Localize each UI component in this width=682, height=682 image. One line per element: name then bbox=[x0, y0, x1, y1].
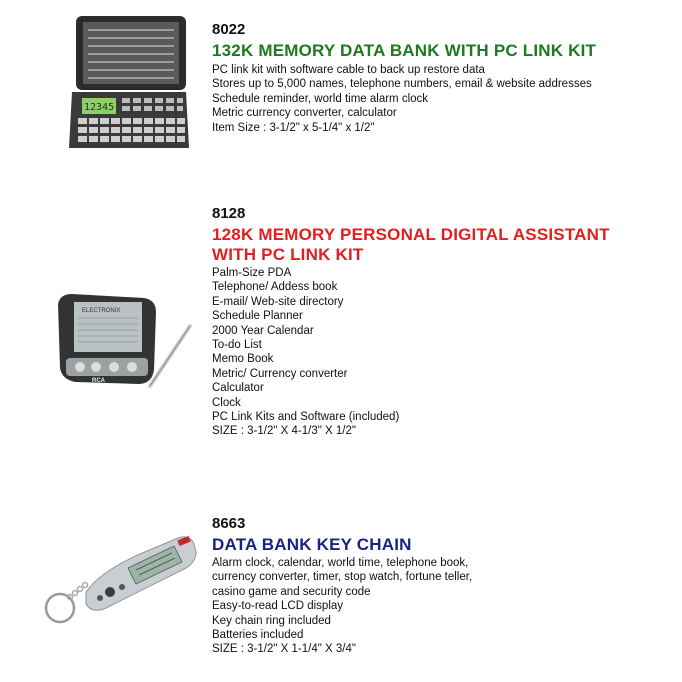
feature-item: Schedule Planner bbox=[212, 310, 303, 323]
feature-item: Clock bbox=[212, 396, 241, 409]
feature-item: Easy-to-read LCD display bbox=[212, 600, 344, 613]
brand-text: ELECTRONIX bbox=[82, 308, 121, 314]
product-image-8128 bbox=[52, 292, 200, 397]
feature-item: Calculator bbox=[212, 382, 264, 395]
feature-list bbox=[212, 266, 672, 439]
lcd-text: 12345 bbox=[84, 102, 115, 113]
product-sku: 8128 bbox=[212, 205, 246, 222]
product-text-8663 bbox=[212, 516, 672, 657]
feature-item: 2000 Year Calendar bbox=[212, 324, 314, 337]
feature-item: Metric/ Currency converter bbox=[212, 367, 348, 380]
feature-item: Memo Book bbox=[212, 353, 274, 366]
product-title-line-1: 128K MEMORY PERSONAL DIGITAL ASSISTANT bbox=[212, 225, 610, 244]
feature-item: Telephone/ Addess book bbox=[212, 281, 338, 294]
feature-item: Key chain ring included bbox=[212, 614, 331, 627]
feature-item: Item Size : 3-1/2" x 5-1/4" x 1/2" bbox=[212, 121, 375, 134]
feature-item: To-do List bbox=[212, 339, 262, 352]
key-chain-data-bank-icon bbox=[40, 532, 202, 632]
feature-item: Alarm clock, calendar, world time, telephone book, bbox=[212, 557, 469, 569]
feature-item: PC link kit with software cable to back up restore data bbox=[212, 64, 485, 76]
feature-item: SIZE : 3-1/2" X 1-1/4" X 3/4" bbox=[212, 643, 356, 656]
product-title: DATA BANK KEY CHAIN bbox=[212, 535, 412, 554]
product-text-8022 bbox=[212, 22, 672, 135]
feature-item: Batteries included bbox=[212, 629, 304, 642]
product-title-line-2: WITH PC LINK KIT bbox=[212, 245, 364, 264]
handheld-data-bank-icon bbox=[68, 14, 190, 152]
feature-item: currency converter, timer, stop watch, fortune teller, bbox=[212, 571, 473, 584]
feature-item: Schedule reminder, world time alarm clock bbox=[212, 92, 429, 105]
product-text-8128 bbox=[212, 206, 672, 439]
product-sku: 8022 bbox=[212, 21, 246, 38]
product-sku: 8663 bbox=[212, 515, 246, 532]
product-title: 132K MEMORY DATA BANK WITH PC LINK KIT bbox=[212, 41, 597, 60]
pda-with-stylus-icon bbox=[52, 292, 200, 392]
feature-list bbox=[212, 556, 672, 657]
feature-item: PC Link Kits and Software (included) bbox=[212, 411, 400, 424]
feature-item: Stores up to 5,000 names, telephone numbers, email & website addresses bbox=[212, 78, 592, 91]
feature-item: casino game and security code bbox=[212, 585, 371, 598]
feature-item: Palm-Size PDA bbox=[212, 267, 292, 279]
product-image-8663 bbox=[40, 532, 202, 637]
product-image-8022 bbox=[68, 14, 190, 157]
feature-item: Metric currency converter, calculator bbox=[212, 107, 397, 120]
feature-list bbox=[212, 63, 672, 135]
feature-item: SIZE : 3-1/2" X 4-1/3" X 1/2" bbox=[212, 425, 356, 438]
feature-item: E-mail/ Web-site directory bbox=[212, 295, 344, 308]
logo-text: RCA bbox=[92, 378, 105, 384]
